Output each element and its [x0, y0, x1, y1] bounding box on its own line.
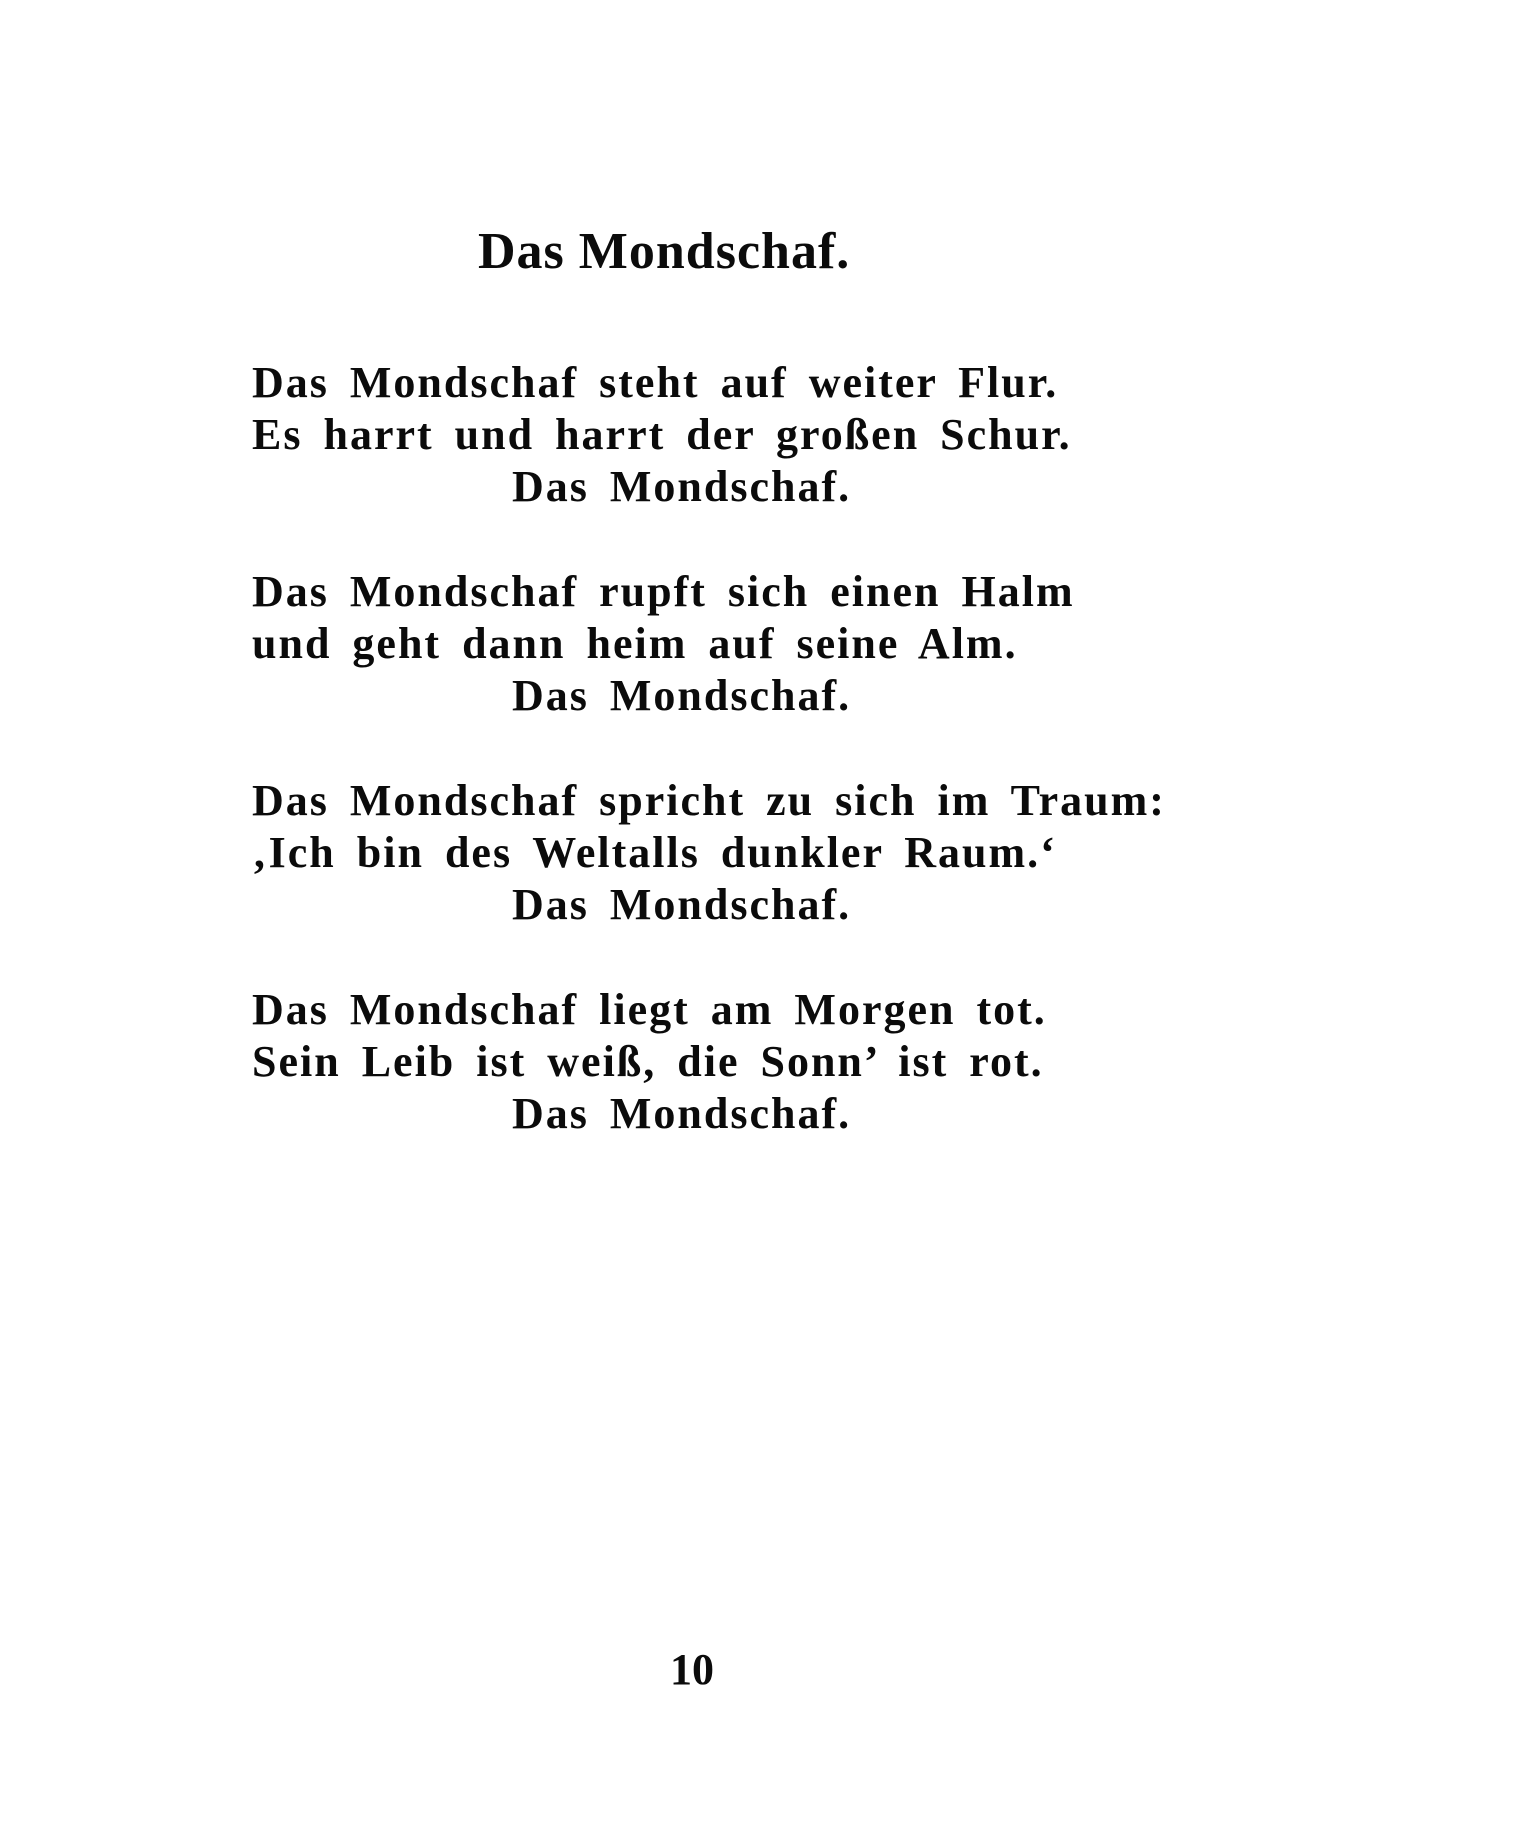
stanza-2 [252, 566, 1252, 722]
verse-line: Das Mondschaf rupft sich einen Halm [252, 567, 1075, 616]
poem-title: Das Mondschaf. [478, 223, 851, 280]
refrain-line: Das Mondschaf. [512, 1089, 852, 1138]
verse-line: Das Mondschaf steht auf weiter Flur. [252, 358, 1059, 407]
page-number: 10 [670, 1645, 714, 1694]
stanza-3 [252, 775, 1252, 931]
verse-line: Das Mondschaf liegt am Morgen tot. [252, 985, 1047, 1034]
refrain-line: Das Mondschaf. [512, 880, 852, 929]
refrain-line: Das Mondschaf. [512, 671, 852, 720]
stanza-1 [252, 357, 1252, 513]
verse-line: ‚Ich bin des Weltalls dunkler Raum.‘ [252, 828, 1057, 877]
verse-line: Sein Leib ist weiß, die Sonn’ ist rot. [252, 1037, 1044, 1086]
verse-line: Das Mondschaf spricht zu sich im Traum: [252, 776, 1166, 825]
stanza-4 [252, 984, 1252, 1140]
verse-line: Es harrt und harrt der großen Schur. [252, 410, 1072, 459]
refrain-line: Das Mondschaf. [512, 462, 852, 511]
verse-line: und geht dann heim auf seine Alm. [252, 619, 1018, 668]
